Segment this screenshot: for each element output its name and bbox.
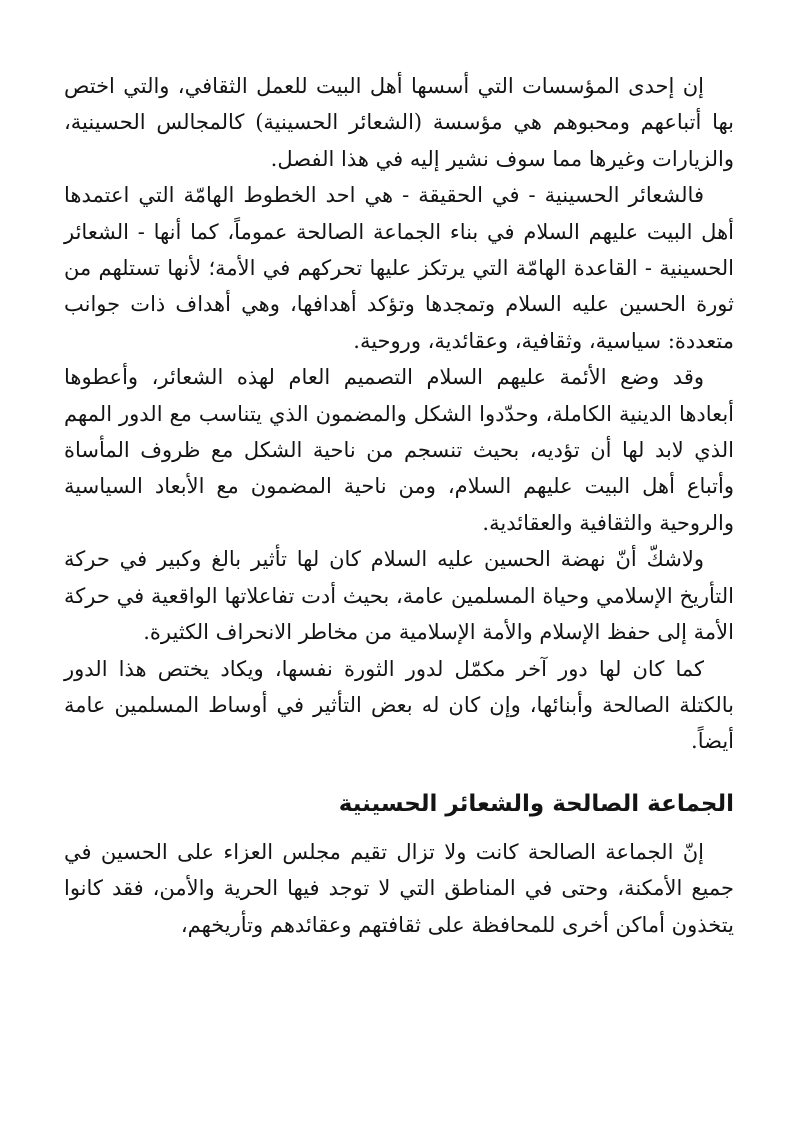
paragraph-5: كما كان لها دور آخر مكمّل لدور الثورة نفسها، ويكاد يختص هذا الدور بالكتلة الصالحة وأبنائها، وإن كان له بعض التأثير في أوساط المسلمين عامة أيضاً.: [64, 656, 734, 754]
document-page: [64, 68, 734, 943]
paragraph-3: وقد وضع الأئمة عليهم السلام التصميم العام لهذه الشعائر، وأعطوها أبعادها الدينية الكاملة، وحدّدوا الشكل والمضمون الذي يتناسب مع الدور المهم الذي لابد لها أن تؤديه، بحيث تنسجم من ناحية الشكل مع ظروف المأساة وأتباع أهل البيت عليهم السلام، ومن ناحية المضمون مع الأبعاد السياسية والروحية والثقافية والعقائدية.: [64, 365, 734, 535]
paragraph-4: ولاشكّ أنّ نهضة الحسين عليه السلام كان لها تأثير بالغ وكبير في حركة التأريخ الإسلامي وحياة المسلمين عامة، بحيث أدت تفاعلاتها الواقعية في حركة الأمة إلى حفظ الإسلام والأمة الإسلامية من مخاطر الانحراف الكثيرة.: [64, 547, 734, 645]
section-paragraph: إنّ الجماعة الصالحة كانت ولا تزال تقيم مجلس العزاء على الحسين في جميع الأمكنة، وحتى في المناطق التي لا توجد فيها الحرية والأمن، فقد كانوا يتخذون أماكن أخرى للمحافظة على ثقافتهم وعقائدهم وتأريخهم،: [64, 839, 734, 937]
paragraph-1: إن إحدى المؤسسات التي أسسها أهل البيت للعمل الثقافي، والتي اختص بها أتباعهم ومحبوهم هي مؤسسة (الشعائر الحسينية) كالمجالس الحسينية، والزيارات وغيرها مما سوف نشير إليه في هذا الفصل.: [64, 74, 734, 171]
paragraph-2: فالشعائر الحسينية - في الحقيقة - هي احد الخطوط الهامّة التي اعتمدها أهل البيت عليهم السلام في بناء الجماعة الصالحة عموماً، كما أنها - الشعائر الحسينية - القاعدة الهامّة التي يرتكز عليها تحركهم في الأمة؛ لأنها تستلهم من ثورة الحسين عليه السلام وتمجدها وتؤكد أهدافها، وهي أهداف ذات جوانب متعددة: سياسية، وثقافية، وعقائدية، وروحية.: [64, 183, 734, 353]
section-heading: الجماعة الصالحة والشعائر الحسينية: [338, 790, 734, 817]
